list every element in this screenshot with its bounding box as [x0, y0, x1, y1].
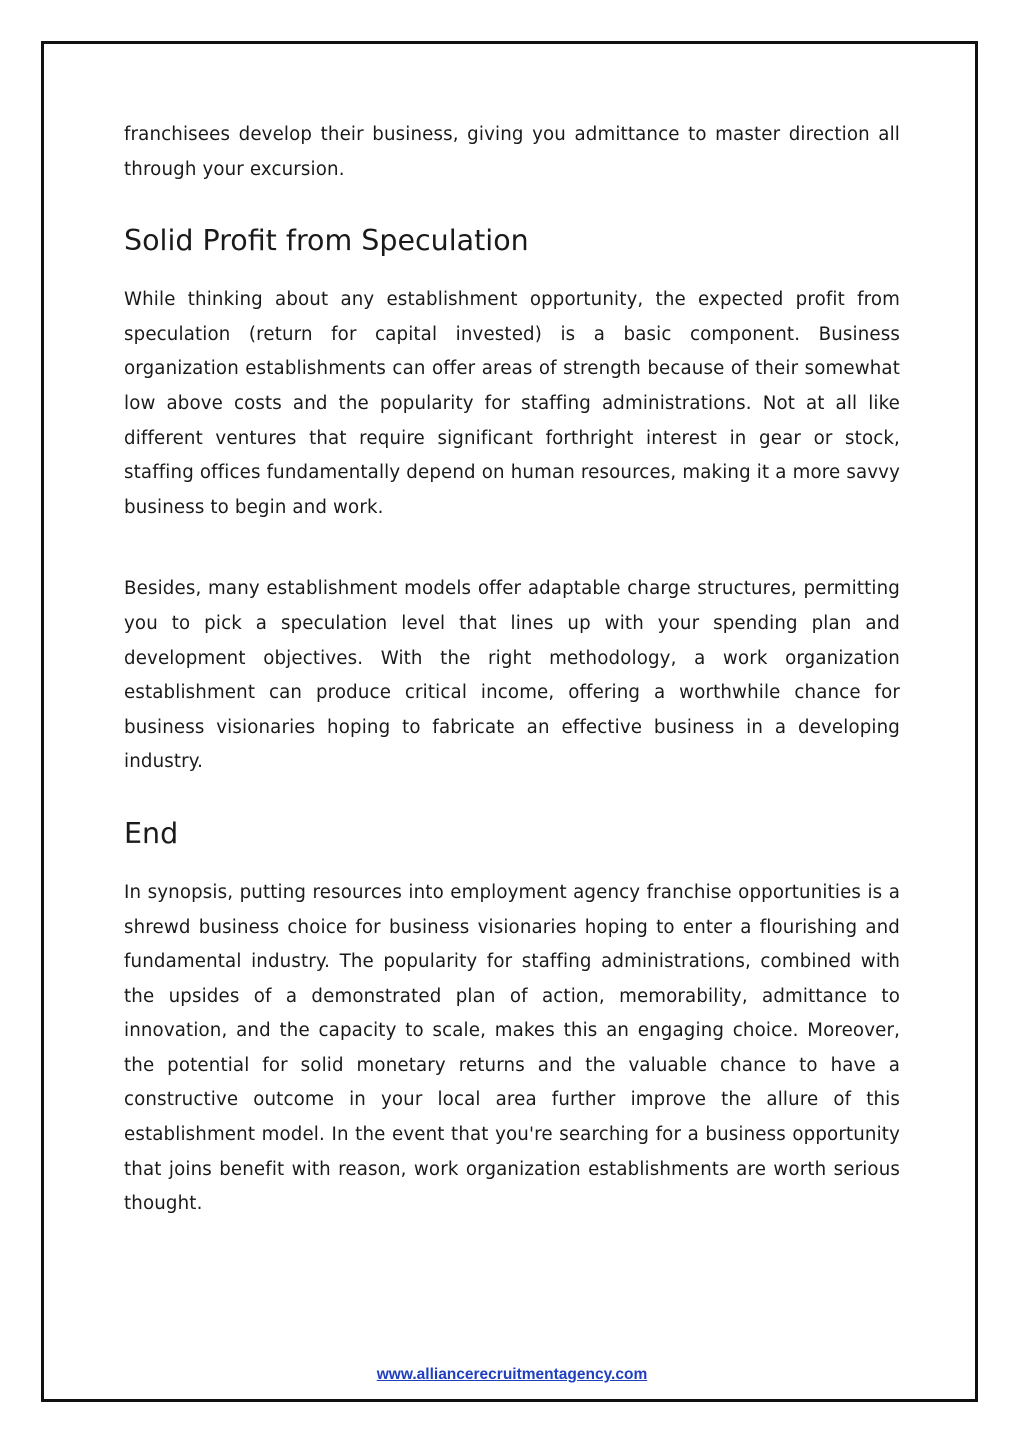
end-paragraph: In synopsis, putting resources into employment agency franchise opportunities is a shrewd business choice for business visionaries hoping to enter a flourishing and fundamental industry. The popularity for staffing administrations, combined with the upsides of a demonstrated plan of action, memorability, admittance to innovation, and the capacity to scale, makes this an engaging choice. Moreover, the potential for solid monetary returns and the valuable chance to have a constructive outcome in your local area further improve the allure of this establishment model. In the event that you're searching for a business opportunity that joins benefit with reason, work organization establishments are worth serious thought. — [124, 881, 900, 1215]
section-heading-end: End — [124, 816, 179, 850]
section-heading-profit: Solid Profit from Speculation — [124, 224, 529, 258]
document-body — [124, 118, 900, 1222]
profit-paragraph-2: Besides, many establishment models offer adaptable charge structures, permitting you to pick a speculation level that lines up with your spending plan and development objectives. With the right methodology, a work organization establishment can produce critical income, offering a worthwhile chance for business visionaries hoping to fabricate an effective business in a developing industry. — [124, 578, 900, 773]
profit-paragraph-1: While thinking about any establishment opportunity, the expected profit from speculation (return for capital invested) is a basic component. Business organization establishments can offer areas of strength because of their somewhat low above costs and the popularity for staffing administrations. Not at all like different ventures that require significant forthright interest in gear or stock, staffing offices fundamentally depend on human resources, making it a more savvy business to begin and work. — [124, 289, 900, 518]
footer-website-link[interactable]: www.alliancerecruitmentagency.com — [376, 1366, 648, 1383]
intro-paragraph: franchisees develop their business, giving you admittance to master direction all through your excursion. — [124, 124, 900, 180]
